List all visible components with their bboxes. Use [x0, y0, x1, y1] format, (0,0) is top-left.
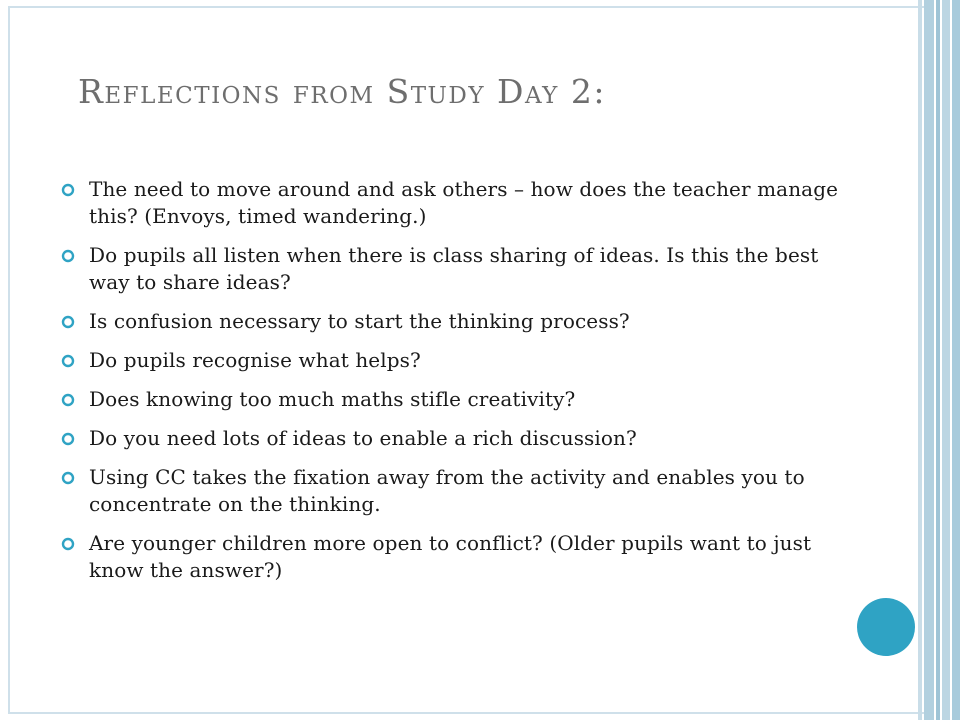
bullet-text: Using CC takes the fixation away from the activity and enables you to concentrate on the thinking. — [89, 465, 805, 516]
side-stripe — [918, 0, 922, 720]
decorative-side-stripes — [918, 0, 960, 720]
bullet-list — [60, 176, 840, 596]
bullet-text: Do pupils all listen when there is class sharing of ideas. Is this the best way to share ideas? — [89, 243, 819, 294]
side-stripe — [942, 0, 950, 720]
bullet-text: The need to move around and ask others – how does the teacher manage this? (Envoys, timed wandering.) — [89, 177, 839, 228]
open-circle-bullet-icon — [61, 537, 75, 551]
bullet-text: Is confusion necessary to start the thinking process? — [89, 309, 630, 333]
open-circle-bullet-icon — [61, 354, 75, 368]
bullet-item — [60, 176, 840, 230]
slide-title: Reflections from Study Day 2: — [78, 72, 606, 111]
side-stripe — [936, 0, 940, 720]
bullet-item — [60, 347, 840, 374]
open-circle-bullet-icon — [61, 432, 75, 446]
bullet-item — [60, 308, 840, 335]
decorative-circle — [857, 598, 915, 656]
bullet-item — [60, 464, 840, 518]
bullet-item — [60, 425, 840, 452]
open-circle-bullet-icon — [61, 183, 75, 197]
bullet-item — [60, 386, 840, 413]
open-circle-bullet-icon — [61, 249, 75, 263]
bullet-item — [60, 242, 840, 296]
open-circle-bullet-icon — [61, 315, 75, 329]
bullet-text: Are younger children more open to conflict? (Older pupils want to just know the answer?) — [89, 531, 812, 582]
bullet-text: Do you need lots of ideas to enable a rich discussion? — [89, 426, 637, 450]
side-stripe — [952, 0, 960, 720]
side-stripe — [924, 0, 934, 720]
bullet-text: Does knowing too much maths stifle creativity? — [89, 387, 576, 411]
bullet-text: Do pupils recognise what helps? — [89, 348, 421, 372]
open-circle-bullet-icon — [61, 393, 75, 407]
bullet-item — [60, 530, 840, 584]
open-circle-bullet-icon — [61, 471, 75, 485]
